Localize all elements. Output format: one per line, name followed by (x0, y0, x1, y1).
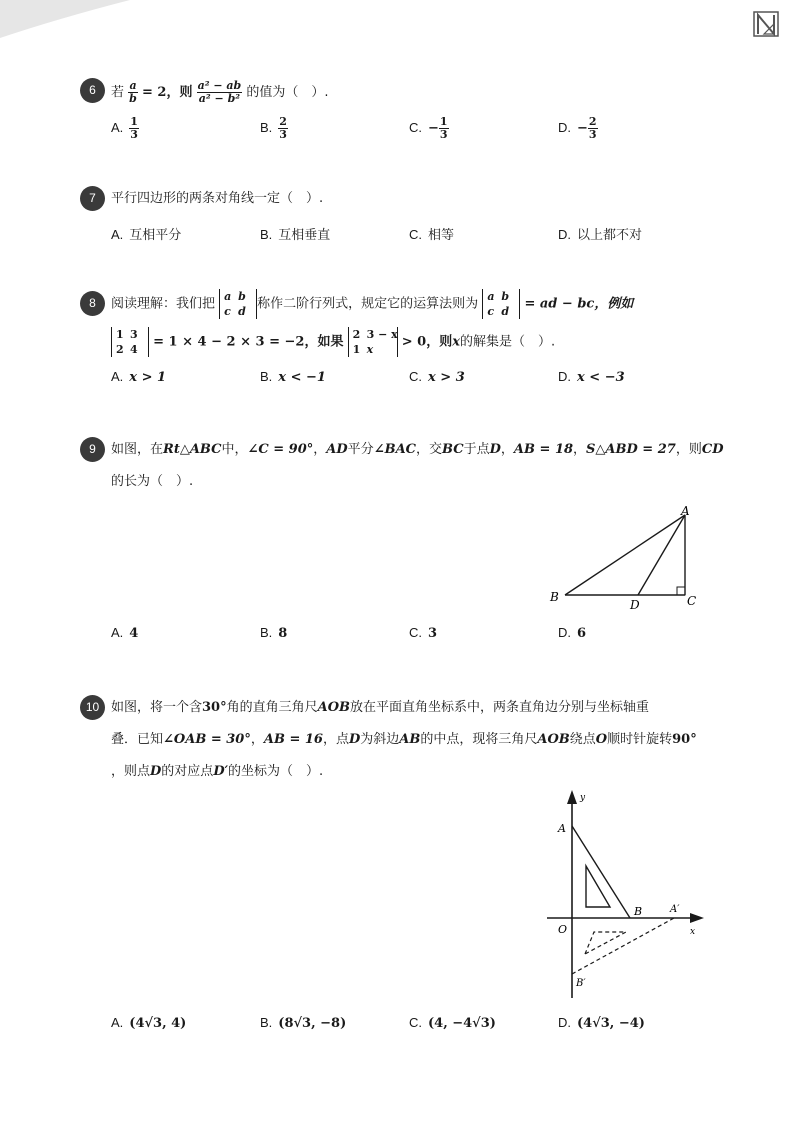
stem-text: ，点 (322, 732, 349, 747)
vertex-label-c: C (687, 594, 697, 608)
stem-math: AOB (317, 700, 351, 715)
stem-text: 叠．已知 (111, 732, 164, 747)
determinant-example (111, 327, 149, 357)
stem-math: AD (326, 442, 348, 457)
fraction-denominator: b (129, 92, 137, 105)
vertex-label-a-prime: A′ (670, 904, 680, 915)
fraction-denominator: 3 (588, 128, 597, 141)
stem-math: D (348, 732, 361, 747)
stem-text: ， (313, 442, 327, 457)
option-text: 6 (577, 626, 587, 641)
option-text: (4√3, −4) (577, 1016, 645, 1031)
stem-text: 阅读理解：我们把 (111, 296, 216, 312)
stem-math: ∠C = 90° (247, 442, 314, 457)
option-text: (4, −4√3) (428, 1016, 496, 1031)
stem-text: 的坐标为（ ）. (228, 764, 324, 779)
option-d[interactable] (558, 369, 625, 385)
option-label: A. (111, 625, 124, 640)
option-label: D. (558, 227, 571, 242)
axis-label-y: y (580, 793, 586, 803)
question-9 (80, 437, 724, 647)
fraction-denominator: a² − b² (198, 92, 241, 105)
stem-text: 称作二阶行列式，规定它的运算法则为 (257, 296, 479, 312)
det-entry: c (487, 305, 495, 318)
option-label: D. (558, 625, 571, 640)
stem-math: ∠BAC (373, 442, 417, 457)
option-label: B. (260, 120, 273, 135)
page-corner-decoration (0, 0, 140, 40)
option-text: x < −1 (278, 370, 326, 385)
question-stem-line-1 (111, 289, 633, 319)
question-number: 7 (80, 186, 105, 211)
stem-math: BC (442, 442, 464, 457)
fraction-denominator: 3 (279, 128, 287, 141)
stem-text: 角的直角三角尺 (226, 700, 318, 715)
fraction (588, 116, 598, 141)
question-stem-line-1 (111, 441, 723, 459)
stem-text: 若 (111, 85, 125, 100)
stem-text: 如图，在 (111, 442, 164, 457)
option-b[interactable] (260, 625, 287, 641)
det-entry: 3 (130, 328, 138, 341)
option-text: 相等 (428, 228, 455, 243)
fraction-numerator: 1 (439, 115, 448, 128)
option-label: A. (111, 1015, 124, 1030)
option-d[interactable] (558, 224, 642, 243)
option-d[interactable] (558, 1015, 645, 1031)
fraction-numerator: a (129, 79, 137, 92)
stem-math: AB (399, 732, 421, 747)
stem-math: Rt△ABC (163, 442, 222, 457)
question-stem-line-2 (111, 731, 697, 749)
stem-variable: x (452, 334, 460, 350)
fraction-denominator: 3 (130, 128, 138, 141)
option-text: 互相垂直 (278, 228, 331, 243)
stem-text: 的解集是（ ）. (459, 334, 556, 350)
stem-text: ， (250, 732, 264, 747)
fraction-denominator: 3 (439, 128, 448, 141)
option-label: B. (260, 1015, 273, 1030)
stem-math: AB = 18 (513, 442, 574, 457)
option-c[interactable] (409, 625, 437, 641)
option-label: D. (558, 369, 571, 384)
stem-text: 的对应点 (161, 764, 214, 779)
stem-math: S△ABD = 27 (586, 442, 676, 457)
question-7 (80, 186, 720, 246)
option-c[interactable] (409, 1015, 496, 1031)
stem-text: 的中点，现将三角尺 (420, 732, 538, 747)
stem-text: > 0，则 (401, 334, 453, 350)
det-entry: x (366, 343, 374, 356)
option-label: A. (111, 227, 124, 242)
stem-math: D (150, 764, 162, 779)
option-text: (8√3, −8) (278, 1016, 347, 1031)
det-entry: 2 (116, 343, 124, 356)
stem-math: AB = 16 (263, 732, 323, 747)
option-label: B. (260, 227, 273, 242)
vertex-label-b: B (634, 905, 643, 918)
question-stem-line-2 (111, 327, 555, 357)
option-text: 互相平分 (129, 228, 182, 243)
option-label: A. (111, 369, 124, 384)
fraction-numerator: a² − ab (197, 79, 242, 92)
det-entry: 4 (130, 343, 138, 356)
stem-text: 的值为（ ）. (246, 85, 329, 100)
question-number: 6 (80, 78, 105, 103)
det-entry: 3 − x (366, 328, 398, 341)
stem-text: 放在平面直角坐标系中，两条直角边分别与坐标轴重 (350, 700, 650, 715)
option-label: C. (409, 625, 422, 640)
option-label: A. (111, 120, 124, 135)
option-label: D. (558, 1015, 571, 1030)
question-8 (80, 289, 720, 389)
question-number: 9 (80, 437, 105, 462)
stem-math: O (595, 732, 608, 747)
option-text: 8 (278, 626, 288, 641)
fraction-numerator: 2 (279, 115, 287, 128)
fraction (129, 116, 139, 141)
option-text: x > 1 (129, 370, 167, 385)
fraction-numerator: 2 (588, 115, 597, 128)
stem-text: 顺时针旋转 (607, 732, 673, 747)
option-text: 3 (428, 626, 438, 641)
stem-math: D′ (213, 764, 229, 779)
stem-text: ， (500, 442, 514, 457)
origin-label-o: O (558, 923, 568, 936)
det-entry: 1 (352, 343, 361, 356)
fraction (197, 80, 243, 105)
fraction (278, 116, 288, 141)
option-a[interactable] (111, 116, 139, 141)
vertex-label-b: B (550, 590, 559, 604)
question-stem-line-2: 的长为（ ）. (111, 474, 194, 489)
option-text: x > 3 (428, 370, 465, 385)
stem-text: 于点 (463, 442, 490, 457)
option-d[interactable] (558, 625, 586, 641)
stem-text: ， (573, 442, 587, 457)
question-10 (80, 695, 720, 1045)
stem-math: D (489, 442, 501, 457)
triangle-abc-figure (545, 503, 705, 613)
stem-math: 30° (202, 700, 227, 715)
stem-text: ，则 (675, 442, 702, 457)
det-entry: a (487, 290, 495, 303)
det-entry: 1 (116, 328, 124, 341)
fraction-numerator: 1 (130, 115, 138, 128)
det-entry: 2 (352, 328, 361, 341)
n-ruler-logo-icon (752, 10, 782, 38)
option-label: B. (260, 369, 273, 384)
stem-text: 绕点 (569, 732, 596, 747)
option-label: C. (409, 120, 422, 135)
option-b[interactable] (260, 116, 288, 141)
question-stem-line-3 (111, 763, 323, 781)
stem-math: 90° (672, 732, 697, 747)
option-a[interactable] (111, 1015, 186, 1031)
det-entry: d (501, 305, 510, 318)
option-label: C. (409, 1015, 422, 1030)
option-c[interactable] (409, 116, 449, 141)
question-stem (111, 80, 329, 105)
option-b[interactable] (260, 1015, 346, 1031)
option-d[interactable] (558, 116, 598, 141)
option-c[interactable] (409, 369, 465, 385)
det-entry: a (224, 290, 232, 303)
vertex-label-a: A (558, 822, 566, 835)
determinant-generic (219, 289, 257, 319)
option-label: C. (409, 227, 422, 242)
option-b[interactable] (260, 224, 330, 243)
vertex-label-d: D (630, 598, 640, 612)
determinant-condition (348, 327, 398, 357)
option-text: x < −3 (577, 370, 625, 385)
option-b[interactable] (260, 369, 326, 385)
det-entry: b (238, 290, 246, 303)
fraction (439, 116, 449, 141)
option-sign: − (577, 121, 588, 136)
stem-math: AOB (537, 732, 570, 747)
stem-text: 平分 (347, 442, 374, 457)
option-text: 以上都不对 (577, 228, 643, 243)
stem-text: ，则点 (111, 764, 151, 779)
det-entry: c (224, 305, 231, 318)
vertex-label-b-prime: B′ (576, 978, 586, 989)
stem-math: ∠OAB = 30° (163, 732, 251, 747)
stem-text: = 1 × 4 − 2 × 3 = −2，如果 (153, 334, 344, 350)
det-entry: d (238, 305, 246, 318)
option-a[interactable] (111, 625, 138, 641)
question-number: 8 (80, 291, 105, 316)
stem-text: = 2，则 (142, 85, 193, 100)
option-label: C. (409, 369, 422, 384)
stem-text: = ad − bc，例如 (524, 296, 634, 312)
question-6 (80, 78, 720, 148)
question-number: 10 (80, 695, 105, 720)
stem-math: CD (701, 442, 724, 457)
stem-text: 为斜边 (360, 732, 400, 747)
axis-label-x: x (690, 927, 696, 937)
coordinate-triangle-figure (542, 788, 722, 1008)
option-c[interactable] (409, 224, 454, 243)
vertex-label-a: A (681, 504, 690, 518)
option-text: (4√3, 4) (129, 1016, 187, 1031)
stem-text: ，交 (416, 442, 443, 457)
question-stem-line-1 (111, 699, 649, 717)
option-label: D. (558, 120, 571, 135)
option-sign: − (428, 121, 439, 136)
option-a[interactable] (111, 224, 181, 243)
option-a[interactable] (111, 369, 166, 385)
option-label: B. (260, 625, 273, 640)
option-text: 4 (129, 626, 139, 641)
question-stem: 平行四边形的两条对角线一定（ ）. (111, 191, 324, 206)
det-entry: b (501, 290, 510, 303)
determinant-generic (482, 289, 520, 319)
stem-text: 如图，将一个含 (111, 700, 203, 715)
stem-text: 中， (221, 442, 248, 457)
fraction (128, 80, 138, 105)
